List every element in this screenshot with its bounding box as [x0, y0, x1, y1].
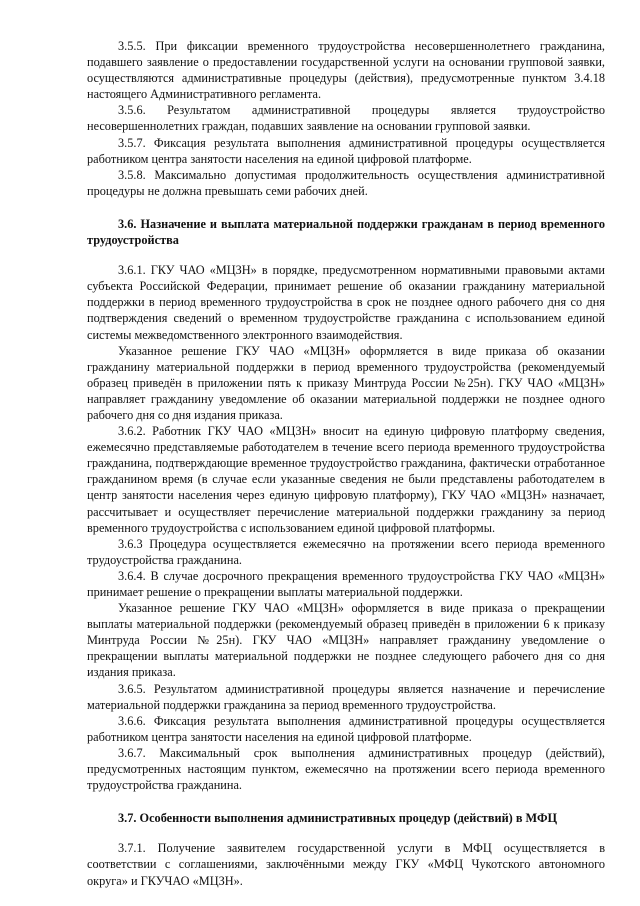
paragraph-3-6-4-decision: Указанное решение ГКУ ЧАО «МЦЗН» оформляется в виде приказа о прекращении выплаты материальной поддержки (рекомендуемый образец приведён в приложении 6 к приказу Минтруда России №25н). ГКУ ЧАО «МЦЗН» направляет гражданину уведомление о прекращении выплаты материальной поддержки не позднее следующего рабочего дня со дня издания приказа. [87, 601, 605, 680]
paragraph-3-6-2: 3.6.2. Работник ГКУ ЧАО «МЦЗН» вносит на единую цифровую платформу сведения, ежемесячно представляемые работодателем в течение всего периода временного трудоустройства гражданина, подтверждающие временное трудоустройство гражданина, фактически отработанное гражданином время (в случае если указанные сведения не были представлены работодателем в центр занятости населения через единую цифровую платформу), ГКУ ЧАО «МЦЗН» назначает, рассчитывает и осуществляет перечисление материальной поддержки гражданину за период временного трудоустройства с использованием единой цифровой платформы. [87, 424, 605, 535]
paragraph-3-6-4: 3.6.4. В случае досрочного прекращения временного трудоустройства ГКУ ЧАО «МЦЗН» принимает решение о прекращении выплаты материальной поддержки. [87, 568, 605, 599]
paragraph-3-6-1-decision: Указанное решение ГКУ ЧАО «МЦЗН» оформляется в виде приказа об оказании гражданину материальной поддержки в период временного трудоустройства (рекомендуемый образец приведён в приложении пять к приказу Минтруда России №25н). ГКУ ЧАО «МЦЗН» направляет гражданину уведомление об оказании материальной поддержки не позднее одного рабочего дня со дня издания приказа. [87, 343, 605, 422]
paragraph-3-6-5: 3.6.5. Результатом административной процедуры является назначение и перечисление материальной поддержки гражданина за период временного трудоустройства. [87, 681, 605, 712]
section-heading-3-7: 3.7. Особенности выполнения административных процедур (действий) в МФЦ [118, 811, 558, 826]
paragraph-3-6-7: 3.6.7. Максимальный срок выполнения административных процедур (действий), предусмотренных настоящим пунктом, ежемесячно на протяжении всего периода временного трудоустройства гражданина. [87, 745, 605, 793]
paragraph-3-6-1: 3.6.1. ГКУ ЧАО «МЦЗН» в порядке, предусмотренном нормативными правовыми актами субъекта Российской Федерации, принимает решение об оказании гражданину материальной поддержки в период временного трудоустройства в срок не позднее одного рабочего дня со дня подтверждения сведений о временном трудоустройстве гражданина с использованием единой системы межведомственного электронного взаимодействия. [87, 263, 605, 342]
paragraph-3-6-3: 3.6.3 Процедура осуществляется ежемесячно на протяжении всего периода временного трудоустройства гражданина. [87, 536, 605, 567]
document-page [87, 38, 605, 889]
paragraph-3-6-6: 3.6.6. Фиксация результата выполнения административной процедуры осуществляется работником центра занятости населения на единой цифровой платформе. [87, 713, 605, 744]
paragraph-3-5-7: 3.5.7. Фиксация результата выполнения административной процедуры осуществляется работником центра занятости населения на единой цифровой платформе. [87, 135, 605, 166]
section-heading-3-6: 3.6. Назначение и выплата материальной поддержки гражданам в период временного трудоустройства [87, 216, 605, 248]
paragraph-3-5-5: 3.5.5. При фиксации временного трудоустройства несовершеннолетнего гражданина, подавшего заявление о предоставлении государственной услуги на основании групповой заявки, осуществляются административные процедуры (действия), предусмотренные пунктом 3.4.18 настоящего Административного регламента. [87, 39, 605, 102]
paragraph-3-5-8: 3.5.8. Максимально допустимая продолжительность осуществления административной процедуры не должна превышать семи рабочих дней. [87, 167, 605, 198]
paragraph-3-7-1: 3.7.1. Получение заявителем государственной услуги в МФЦ осуществляется в соответствии с соглашениями, заключёнными между ГКУ «МФЦ Чукотского автономного округа» и ГКУЧАО «МЦЗН». [87, 841, 605, 888]
paragraph-3-5-6: 3.5.6. Результатом административной процедуры является трудоустройство несовершеннолетних граждан, подавших заявление на основании групповой заявки. [87, 103, 605, 134]
